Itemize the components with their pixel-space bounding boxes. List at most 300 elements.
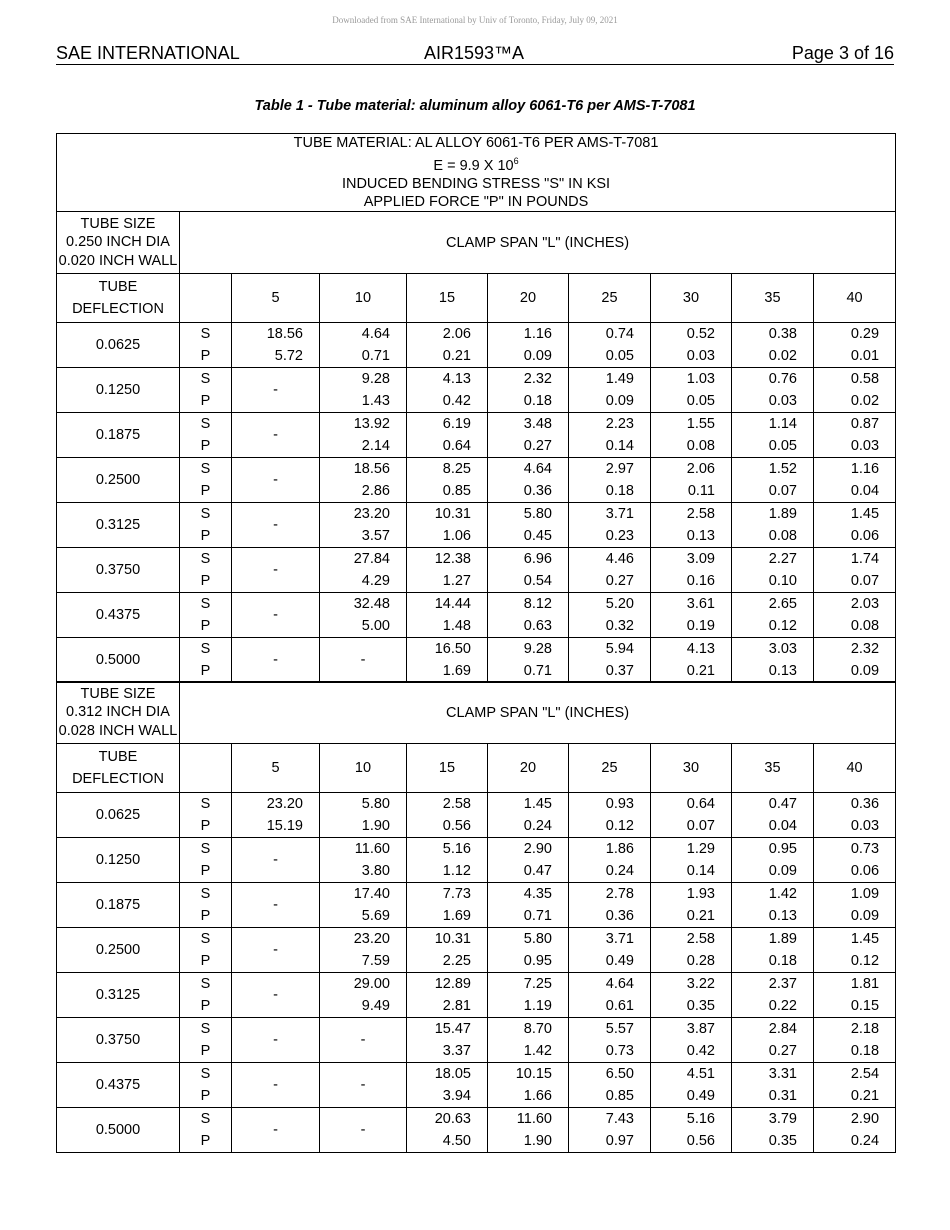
force-value: 2.81: [442, 998, 471, 1014]
span-header: 30: [651, 274, 732, 323]
force-value: 0.32: [605, 618, 634, 634]
value-cell: [732, 973, 814, 1018]
force-value: 0.18: [850, 1043, 880, 1059]
stress-value: 3.03: [768, 641, 797, 657]
span-header: 5: [232, 274, 320, 323]
force-value: 0.71: [523, 663, 552, 679]
span-header: 10: [320, 744, 407, 793]
force-value: 0.37: [605, 663, 634, 679]
table-tube-0250: [56, 133, 896, 212]
value-cell: [320, 503, 407, 548]
value-cell: [651, 793, 732, 838]
force-value: 0.10: [768, 573, 797, 589]
value-cell: [488, 1018, 569, 1063]
stress-value: 1.74: [850, 551, 880, 567]
deflection-value: 0.5000: [57, 1108, 180, 1153]
force-value: 1.42: [523, 1043, 552, 1059]
force-value: 0.56: [442, 818, 471, 834]
sp-label-cell: S P: [180, 593, 232, 638]
deflection-value: 0.5000: [57, 638, 180, 683]
empty-value-cell: -: [320, 1018, 407, 1063]
stress-value: 6.96: [523, 551, 552, 567]
value-cell: [407, 593, 488, 638]
force-value: 0.03: [850, 438, 880, 454]
force-value: 0.27: [605, 573, 634, 589]
stress-value: 0.36: [850, 796, 880, 812]
value-cell: [488, 413, 569, 458]
stress-value: 7.73: [442, 886, 471, 902]
sp-label-cell: S P: [180, 1108, 232, 1153]
value-cell: [814, 928, 896, 973]
force-value: 9.49: [361, 998, 390, 1014]
stress-value: 3.79: [768, 1111, 797, 1127]
stress-value: 3.09: [686, 551, 715, 567]
force-value: 0.64: [442, 438, 471, 454]
value-cell: [814, 503, 896, 548]
stress-value: 4.64: [361, 326, 390, 342]
force-value: 2.14: [361, 438, 390, 454]
value-cell: [569, 548, 651, 593]
deflection-value: 0.1250: [57, 838, 180, 883]
value-cell: [732, 928, 814, 973]
value-cell: [814, 368, 896, 413]
stress-value: 23.20: [353, 506, 390, 522]
stress-value: 1.86: [605, 841, 634, 857]
value-cell: [651, 928, 732, 973]
force-value: 0.09: [605, 393, 634, 409]
value-cell: [488, 368, 569, 413]
force-value: 0.63: [523, 618, 552, 634]
deflection-value: 0.4375: [57, 593, 180, 638]
value-cell: [488, 593, 569, 638]
stress-value: 20.63: [434, 1111, 471, 1127]
force-value: 0.36: [605, 908, 634, 924]
stress-value: 6.19: [442, 416, 471, 432]
table-row: [57, 413, 896, 458]
force-value: 0.19: [686, 618, 715, 634]
sp-label-cell: S P: [180, 503, 232, 548]
span-header: 40: [814, 274, 896, 323]
force-value: 0.02: [768, 348, 797, 364]
stress-value: 1.89: [768, 506, 797, 522]
value-cell: [814, 883, 896, 928]
stress-value: 4.64: [523, 461, 552, 477]
force-value: 0.36: [523, 483, 552, 499]
force-value: 0.21: [850, 1088, 880, 1104]
value-cell: [407, 1108, 488, 1153]
header-org: SAE INTERNATIONAL: [56, 43, 240, 63]
stress-value: 1.81: [850, 976, 880, 992]
force-value: 1.19: [523, 998, 552, 1014]
force-value: 0.05: [605, 348, 634, 364]
value-cell: [407, 548, 488, 593]
stress-value: 2.06: [686, 461, 715, 477]
table-row: [57, 928, 896, 973]
force-value: 0.04: [768, 818, 797, 834]
force-value: 0.18: [768, 953, 797, 969]
sp-label-cell: S P: [180, 973, 232, 1018]
value-cell: [732, 593, 814, 638]
force-value: 0.71: [523, 908, 552, 924]
span-header: 5: [232, 744, 320, 793]
table-row: [57, 1108, 896, 1153]
value-cell: [651, 548, 732, 593]
force-value: 0.02: [850, 393, 880, 409]
force-value: 0.09: [768, 863, 797, 879]
value-cell: [732, 793, 814, 838]
value-cell: [320, 928, 407, 973]
force-value: 0.12: [850, 953, 880, 969]
value-cell: [814, 1018, 896, 1063]
value-cell: [651, 1063, 732, 1108]
stress-value: 4.64: [605, 976, 634, 992]
stress-value: 9.28: [523, 641, 552, 657]
sp-label-cell: S P: [180, 323, 232, 368]
stress-value: 1.45: [850, 506, 880, 522]
force-value: 0.12: [605, 818, 634, 834]
stress-value: 1.29: [686, 841, 715, 857]
empty-value-cell: -: [232, 973, 320, 1018]
empty-value-cell: -: [320, 1063, 407, 1108]
value-cell: [320, 793, 407, 838]
sp-label-cell: S P: [180, 883, 232, 928]
empty-value-cell: -: [232, 638, 320, 683]
empty-value-cell: -: [232, 883, 320, 928]
stress-value: 1.45: [523, 796, 552, 812]
table-row: [57, 883, 896, 928]
span-header: 40: [814, 744, 896, 793]
value-cell: [320, 973, 407, 1018]
value-cell: [732, 1018, 814, 1063]
table-row: [57, 838, 896, 883]
force-value: 1.69: [442, 663, 471, 679]
force-value: 0.27: [768, 1043, 797, 1059]
value-cell: [488, 638, 569, 683]
value-cell: [732, 503, 814, 548]
value-cell: [569, 368, 651, 413]
force-value: 0.85: [605, 1088, 634, 1104]
stress-value: 4.13: [686, 641, 715, 657]
force-value: 0.27: [523, 438, 552, 454]
value-cell: [732, 1108, 814, 1153]
force-value: 0.08: [768, 528, 797, 544]
force-value: 0.49: [605, 953, 634, 969]
force-value: 0.54: [523, 573, 552, 589]
stress-value: 5.20: [605, 596, 634, 612]
stress-value: 1.89: [768, 931, 797, 947]
span-header: 25: [569, 274, 651, 323]
table-row: [57, 458, 896, 503]
value-cell: [814, 973, 896, 1018]
force-value: 0.14: [686, 863, 715, 879]
empty-value-cell: -: [232, 458, 320, 503]
force-value: 0.24: [605, 863, 634, 879]
stress-value: 2.84: [768, 1021, 797, 1037]
stress-value: 2.58: [442, 796, 471, 812]
value-cell: [232, 323, 320, 368]
stress-value: 10.31: [434, 506, 471, 522]
table-tube-0312-body: [56, 681, 896, 1153]
stress-value: 2.18: [850, 1021, 880, 1037]
value-cell: [569, 838, 651, 883]
value-cell: [407, 1063, 488, 1108]
force-value: 4.29: [361, 573, 390, 589]
value-cell: [732, 413, 814, 458]
stress-value: 2.58: [686, 931, 715, 947]
empty-value-cell: -: [232, 368, 320, 413]
value-cell: [569, 928, 651, 973]
value-cell: [320, 413, 407, 458]
stress-value: 1.55: [686, 416, 715, 432]
value-cell: [407, 973, 488, 1018]
value-cell: [814, 1108, 896, 1153]
stress-value: 1.16: [523, 326, 552, 342]
stress-value: 18.05: [434, 1066, 471, 1082]
deflection-value: 0.1875: [57, 883, 180, 928]
value-cell: [814, 638, 896, 683]
stress-value: 3.87: [686, 1021, 715, 1037]
force-value: 0.03: [686, 348, 715, 364]
value-cell: [407, 323, 488, 368]
force-value: 0.11: [687, 483, 715, 499]
sp-label-cell: S P: [180, 928, 232, 973]
value-cell: [488, 1108, 569, 1153]
force-value: 15.19: [266, 818, 303, 834]
stress-value: 17.40: [353, 886, 390, 902]
deflection-value: 0.2500: [57, 928, 180, 973]
force-value: 0.13: [768, 908, 797, 924]
value-cell: [488, 458, 569, 503]
stress-value: 5.80: [523, 506, 552, 522]
force-value: 0.24: [523, 818, 552, 834]
value-cell: [569, 503, 651, 548]
stress-value: 0.73: [850, 841, 880, 857]
force-value: 4.50: [442, 1133, 471, 1149]
force-value: 0.35: [686, 998, 715, 1014]
value-cell: [651, 973, 732, 1018]
deflection-value: 0.2500: [57, 458, 180, 503]
title-material: TUBE MATERIAL: AL ALLOY 6061-T6 PER AMS-T-7081: [293, 135, 659, 152]
force-value: 0.45: [523, 528, 552, 544]
stress-value: 1.16: [850, 461, 880, 477]
empty-value-cell: -: [232, 1018, 320, 1063]
force-value: 0.42: [442, 393, 471, 409]
stress-value: 12.38: [434, 551, 471, 567]
value-cell: [488, 1063, 569, 1108]
force-value: 0.16: [686, 573, 715, 589]
force-value: 0.06: [850, 863, 880, 879]
empty-value-cell: -: [232, 593, 320, 638]
title-force: APPLIED FORCE "P" IN POUNDS: [363, 193, 589, 210]
force-value: 0.12: [768, 618, 797, 634]
stress-value: 1.52: [768, 461, 797, 477]
value-cell: [407, 368, 488, 413]
stress-value: 0.52: [686, 326, 715, 342]
table-row: [57, 368, 896, 413]
value-cell: [569, 593, 651, 638]
stress-value: 2.65: [768, 596, 797, 612]
empty-value-cell: -: [232, 928, 320, 973]
value-cell: [732, 368, 814, 413]
empty-value-cell: -: [320, 638, 407, 683]
force-value: 0.47: [523, 863, 552, 879]
stress-value: 2.54: [850, 1066, 880, 1082]
force-value: 1.69: [442, 908, 471, 924]
force-value: 0.61: [605, 998, 634, 1014]
title-modulus: E = 9.9 X $10^6$: [433, 156, 519, 174]
stress-value: 23.20: [353, 931, 390, 947]
empty-value-cell: -: [232, 503, 320, 548]
stress-value: 2.23: [605, 416, 634, 432]
force-value: 0.09: [523, 348, 552, 364]
force-value: 0.35: [768, 1133, 797, 1149]
value-cell: [569, 973, 651, 1018]
stress-value: 7.43: [605, 1111, 634, 1127]
force-value: 0.14: [605, 438, 634, 454]
span-header: 35: [732, 274, 814, 323]
span-header: 25: [569, 744, 651, 793]
stress-value: 16.50: [434, 641, 471, 657]
stress-value: 5.80: [361, 796, 390, 812]
value-cell: [320, 883, 407, 928]
force-value: 0.21: [686, 663, 715, 679]
force-value: 3.94: [442, 1088, 471, 1104]
stress-value: 2.06: [442, 326, 471, 342]
value-cell: [814, 323, 896, 368]
stress-value: 5.16: [442, 841, 471, 857]
stress-value: 2.32: [850, 641, 880, 657]
force-value: 2.86: [361, 483, 390, 499]
force-value: 7.59: [361, 953, 390, 969]
table-row: [57, 973, 896, 1018]
empty-value-cell: -: [232, 1108, 320, 1153]
stress-value: 0.95: [768, 841, 797, 857]
force-value: 0.13: [686, 528, 715, 544]
span-header: 20: [488, 274, 569, 323]
force-value: 0.97: [605, 1133, 634, 1149]
stress-value: 6.50: [605, 1066, 634, 1082]
stress-value: 32.48: [353, 596, 390, 612]
force-value: 0.15: [850, 998, 880, 1014]
sp-label-cell: S P: [180, 838, 232, 883]
value-cell: [569, 1063, 651, 1108]
value-cell: [732, 548, 814, 593]
stress-value: 2.27: [768, 551, 797, 567]
force-value: 5.00: [361, 618, 390, 634]
value-cell: [320, 368, 407, 413]
value-cell: [488, 548, 569, 593]
value-cell: [651, 883, 732, 928]
tube-deflection-header: TUBE DEFLECTION: [57, 744, 180, 793]
force-value: 0.85: [442, 483, 471, 499]
force-value: 0.05: [768, 438, 797, 454]
value-cell: [569, 1108, 651, 1153]
value-cell: [569, 458, 651, 503]
stress-value: 15.47: [434, 1021, 471, 1037]
value-cell: [320, 323, 407, 368]
download-watermark: Downloaded from SAE International by Univ of Toronto, Friday, July 09, 2021: [332, 15, 618, 25]
stress-value: 3.71: [605, 506, 634, 522]
stress-value: 0.87: [850, 416, 880, 432]
sp-label-cell: S P: [180, 638, 232, 683]
value-cell: [651, 323, 732, 368]
force-value: 3.57: [361, 528, 390, 544]
table-row: [57, 593, 896, 638]
force-value: 1.66: [523, 1088, 552, 1104]
value-cell: [651, 413, 732, 458]
table-tube-0250-body: [56, 211, 896, 683]
value-cell: [407, 638, 488, 683]
stress-value: 23.20: [266, 796, 303, 812]
stress-value: 1.09: [850, 886, 880, 902]
force-value: 0.31: [768, 1088, 797, 1104]
deflection-value: 0.4375: [57, 1063, 180, 1108]
stress-value: 18.56: [353, 461, 390, 477]
value-cell: [488, 973, 569, 1018]
force-value: 0.95: [523, 953, 552, 969]
stress-value: 0.58: [850, 371, 880, 387]
table-row: [57, 793, 896, 838]
force-value: 1.90: [523, 1133, 552, 1149]
value-cell: [814, 793, 896, 838]
force-value: 0.21: [686, 908, 715, 924]
value-cell: [651, 638, 732, 683]
stress-value: 1.42: [768, 886, 797, 902]
stress-value: 3.48: [523, 416, 552, 432]
stress-value: 4.46: [605, 551, 634, 567]
force-value: 1.48: [442, 618, 471, 634]
span-header: 30: [651, 744, 732, 793]
table-caption: Table 1 - Tube material: aluminum alloy 6061-T6 per AMS-T-7081: [254, 98, 696, 114]
value-cell: [651, 838, 732, 883]
deflection-value: 0.0625: [57, 323, 180, 368]
stress-value: 0.74: [605, 326, 634, 342]
force-value: 0.71: [361, 348, 390, 364]
force-value: 0.05: [686, 393, 715, 409]
stress-value: 5.94: [605, 641, 634, 657]
stress-value: 11.60: [354, 841, 390, 857]
value-cell: [569, 323, 651, 368]
force-value: 0.03: [768, 393, 797, 409]
sp-label-cell: S P: [180, 548, 232, 593]
value-cell: [732, 323, 814, 368]
stress-value: 2.58: [686, 506, 715, 522]
value-cell: [732, 838, 814, 883]
table-title: [57, 134, 896, 212]
force-value: 5.69: [361, 908, 390, 924]
value-cell: [651, 1108, 732, 1153]
value-cell: [569, 883, 651, 928]
sp-label-cell: S P: [180, 793, 232, 838]
tube-size-cell: TUBE SIZE 0.312 INCH DIA 0.028 INCH WALL: [57, 682, 180, 744]
stress-value: 0.93: [605, 796, 634, 812]
stress-value: 1.93: [686, 886, 715, 902]
value-cell: [320, 548, 407, 593]
value-cell: [651, 503, 732, 548]
table-row: [57, 1018, 896, 1063]
stress-value: 3.61: [686, 596, 715, 612]
value-cell: [814, 458, 896, 503]
deflection-value: 0.3750: [57, 548, 180, 593]
force-value: 1.27: [442, 573, 471, 589]
force-value: 0.07: [768, 483, 797, 499]
value-cell: [814, 838, 896, 883]
force-value: 1.90: [361, 818, 390, 834]
value-cell: [569, 638, 651, 683]
table-row: [57, 503, 896, 548]
stress-value: 27.84: [353, 551, 390, 567]
value-cell: [651, 1018, 732, 1063]
